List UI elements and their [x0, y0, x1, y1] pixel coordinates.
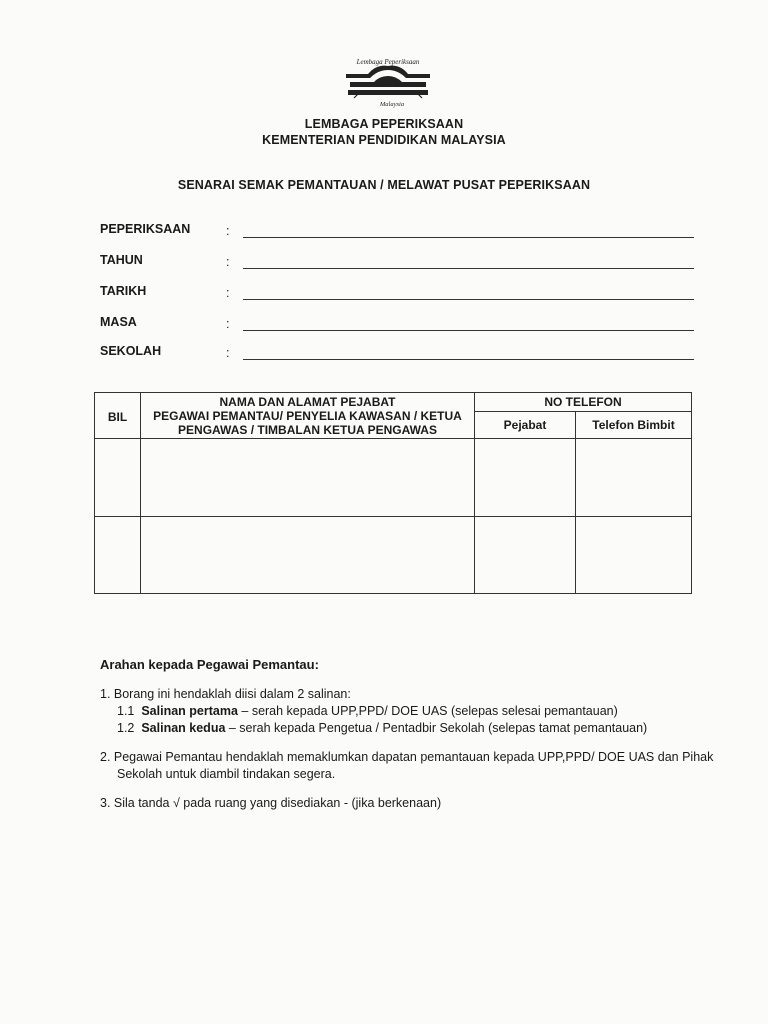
- org-name: LEMBAGA PEPERIKSAAN: [304, 117, 464, 131]
- field-tahun: [100, 253, 694, 273]
- field-colon: :: [226, 255, 230, 269]
- field-colon: :: [226, 224, 230, 238]
- ministry-name: KEMENTERIAN PENDIDIKAN MALAYSIA: [262, 133, 506, 147]
- fill-in-line[interactable]: [243, 237, 694, 238]
- fill-in-line[interactable]: [243, 268, 694, 269]
- instructions-title: Arahan kepada Pegawai Pemantau:: [100, 657, 319, 672]
- bold-term: Salinan pertama: [141, 704, 238, 718]
- logo-bottom-text: Malaysia: [379, 101, 405, 108]
- instruction-1: 1. Borang ini hendaklah diisi dalam 2 salinan:: [100, 687, 351, 701]
- bold-term: Salinan kedua: [141, 721, 226, 735]
- table-cell[interactable]: [474, 438, 576, 517]
- name-header-line3: PENGAWAS / TIMBALAN KETUA PENGAWAS: [178, 423, 437, 437]
- field-sekolah: [100, 344, 694, 364]
- field-colon: :: [226, 346, 230, 360]
- phone-header: NO TELEFON: [544, 395, 622, 409]
- field-masa: [100, 315, 694, 335]
- field-label: MASA: [100, 315, 137, 329]
- field-label: SEKOLAH: [100, 344, 162, 358]
- mobile-phone-header: Telefon Bimbit: [592, 418, 675, 432]
- field-label: PEPERIKSAAN: [100, 222, 191, 236]
- name-header-line2: PEGAWAI PEMANTAU/ PENYELIA KAWASAN / KETUA: [153, 409, 462, 423]
- instruction-2-line1: 2. Pegawai Pemantau hendaklah memaklumkan dapatan pemantauan kepada UPP,PPD/ DOE UAS dan Pihak: [100, 750, 714, 764]
- field-peperiksaan: [100, 222, 694, 242]
- fill-in-line[interactable]: [243, 299, 694, 300]
- field-label: TARIKH: [100, 284, 147, 298]
- table-cell[interactable]: [474, 516, 576, 594]
- table-cell[interactable]: [140, 438, 475, 517]
- field-colon: :: [226, 317, 230, 331]
- officer-table: [94, 392, 692, 594]
- instruction-1-2: [117, 720, 647, 737]
- name-header-line1: NAMA DAN ALAMAT PEJABAT: [219, 395, 396, 409]
- instruction-3: 3. Sila tanda √ pada ruang yang disediakan - (jika berkenaan): [100, 796, 442, 810]
- document-title: SENARAI SEMAK PEMANTAUAN / MELAWAT PUSAT PEPERIKSAAN: [177, 178, 591, 192]
- instruction-1-1: [117, 703, 618, 720]
- instruction-text: – serah kepada Pengetua / Pentadbir Sekolah (selepas tamat pemantauan): [225, 721, 648, 735]
- bil-header: BIL: [107, 410, 128, 424]
- lembaga-peperiksaan-logo: [340, 52, 436, 112]
- table-cell[interactable]: [94, 438, 141, 517]
- logo-top-text: Lembaga Peperiksaan: [356, 58, 420, 66]
- fill-in-line[interactable]: [243, 359, 694, 360]
- field-colon: :: [226, 286, 230, 300]
- sub-number: 1.1: [117, 704, 135, 718]
- field-tarikh: [100, 284, 694, 304]
- instruction-2-line2: Sekolah untuk diambil tindakan segera.: [117, 767, 336, 781]
- table-cell[interactable]: [575, 438, 692, 517]
- sub-number: 1.2: [117, 721, 135, 735]
- office-phone-header: Pejabat: [503, 418, 547, 432]
- field-label: TAHUN: [100, 253, 143, 267]
- instruction-text: – serah kepada UPP,PPD/ DOE UAS (selepas selesai pemantauan): [237, 704, 618, 718]
- table-cell[interactable]: [575, 516, 692, 594]
- table-cell[interactable]: [140, 516, 475, 594]
- fill-in-line[interactable]: [243, 330, 694, 331]
- table-cell[interactable]: [94, 516, 141, 594]
